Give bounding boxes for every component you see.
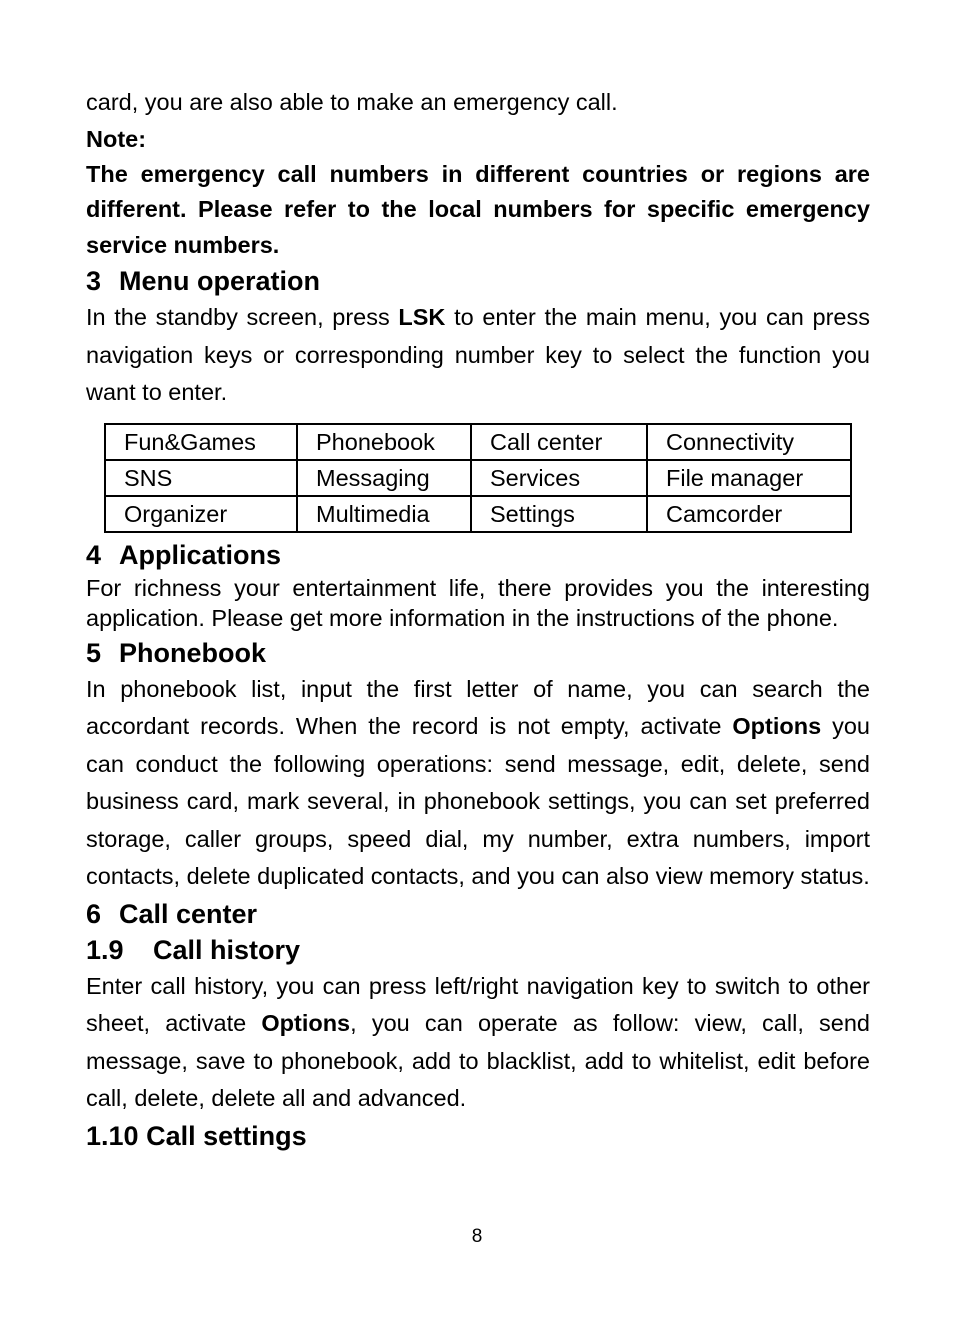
table-cell: Call center bbox=[471, 424, 647, 460]
options-label: Options bbox=[261, 1010, 351, 1036]
table-cell: Multimedia bbox=[297, 496, 471, 532]
intro-continuation: card, you are also able to make an emergency call. bbox=[86, 89, 618, 115]
text-run: Enter call history, you can press left/right navigation key to switch to other sheet, activate bbox=[86, 972, 870, 1036]
text-run: to enter the main menu, you can press navigation keys or corresponding number key to select the function you want to enter. bbox=[86, 304, 870, 405]
section-heading-phonebook bbox=[86, 635, 870, 671]
options-label: Options bbox=[732, 713, 822, 739]
section-title: Call settings bbox=[146, 1120, 307, 1151]
call-history-paragraph bbox=[86, 968, 870, 1118]
phonebook-paragraph bbox=[86, 671, 870, 896]
table-cell: Phonebook bbox=[297, 424, 471, 460]
main-menu-table bbox=[104, 423, 852, 533]
table-cell: File manager bbox=[647, 460, 851, 496]
document-page bbox=[86, 84, 870, 1154]
section-heading-applications bbox=[86, 537, 870, 573]
section-number: 3 bbox=[86, 266, 102, 296]
section-number: 5 bbox=[86, 637, 102, 668]
table-cell: Services bbox=[471, 460, 647, 496]
note-body: The emergency call numbers in different countries or regions are different. Please refer to the local numbers for specific emergency service numbers. bbox=[86, 160, 870, 258]
table-row bbox=[105, 496, 851, 532]
table-row bbox=[105, 424, 851, 460]
section-title: Call center bbox=[119, 898, 258, 929]
section-heading-call-history bbox=[86, 932, 870, 968]
section-title: Menu operation bbox=[119, 266, 320, 296]
section-title: Phonebook bbox=[119, 637, 266, 668]
table-cell: Messaging bbox=[297, 460, 471, 496]
section-number: 4 bbox=[86, 539, 102, 570]
table-cell: Settings bbox=[471, 496, 647, 532]
section-number: 1.10 bbox=[86, 1120, 139, 1151]
menu-operation-paragraph bbox=[86, 299, 870, 412]
table-row bbox=[105, 460, 851, 496]
table-cell: Fun&Games bbox=[105, 424, 297, 460]
text-run: In the standby screen, press bbox=[86, 304, 399, 330]
section-title: Applications bbox=[119, 539, 282, 570]
table-cell: Connectivity bbox=[647, 424, 851, 460]
section-heading-call-settings bbox=[86, 1118, 870, 1154]
note-label: Note: bbox=[86, 125, 147, 152]
section-heading-menu-operation bbox=[86, 263, 870, 299]
section-number: 1.9 bbox=[86, 934, 124, 965]
table-cell: SNS bbox=[105, 460, 297, 496]
page-number: 8 bbox=[471, 1226, 483, 1247]
applications-paragraph: For richness your entertainment life, there provides you the interesting application. Please get more information in the instructions of the phone. bbox=[86, 574, 870, 631]
section-title: Call history bbox=[153, 934, 301, 965]
table-cell: Organizer bbox=[105, 496, 297, 532]
text-run: In phonebook list, input the first letter of name, you can search the accordant records. When the record is not empty, activate bbox=[86, 675, 870, 739]
text-run: , you can operate as follow: view, call, send message, save to phonebook, add to blacklist, add to whitelist, edit before call, delete, delete all and advanced. bbox=[86, 1010, 870, 1111]
section-heading-call-center bbox=[86, 896, 870, 932]
text-run: you can conduct the following operations: send message, edit, delete, send business card, mark several, in phonebook settings, you can set preferred storage, caller groups, speed dial, my number, extra numbers, import contacts, delete duplicated contacts, and you can also view memory status. bbox=[86, 713, 870, 889]
section-number: 6 bbox=[86, 898, 102, 929]
lsk-key-label: LSK bbox=[398, 304, 446, 330]
table-cell: Camcorder bbox=[647, 496, 851, 532]
